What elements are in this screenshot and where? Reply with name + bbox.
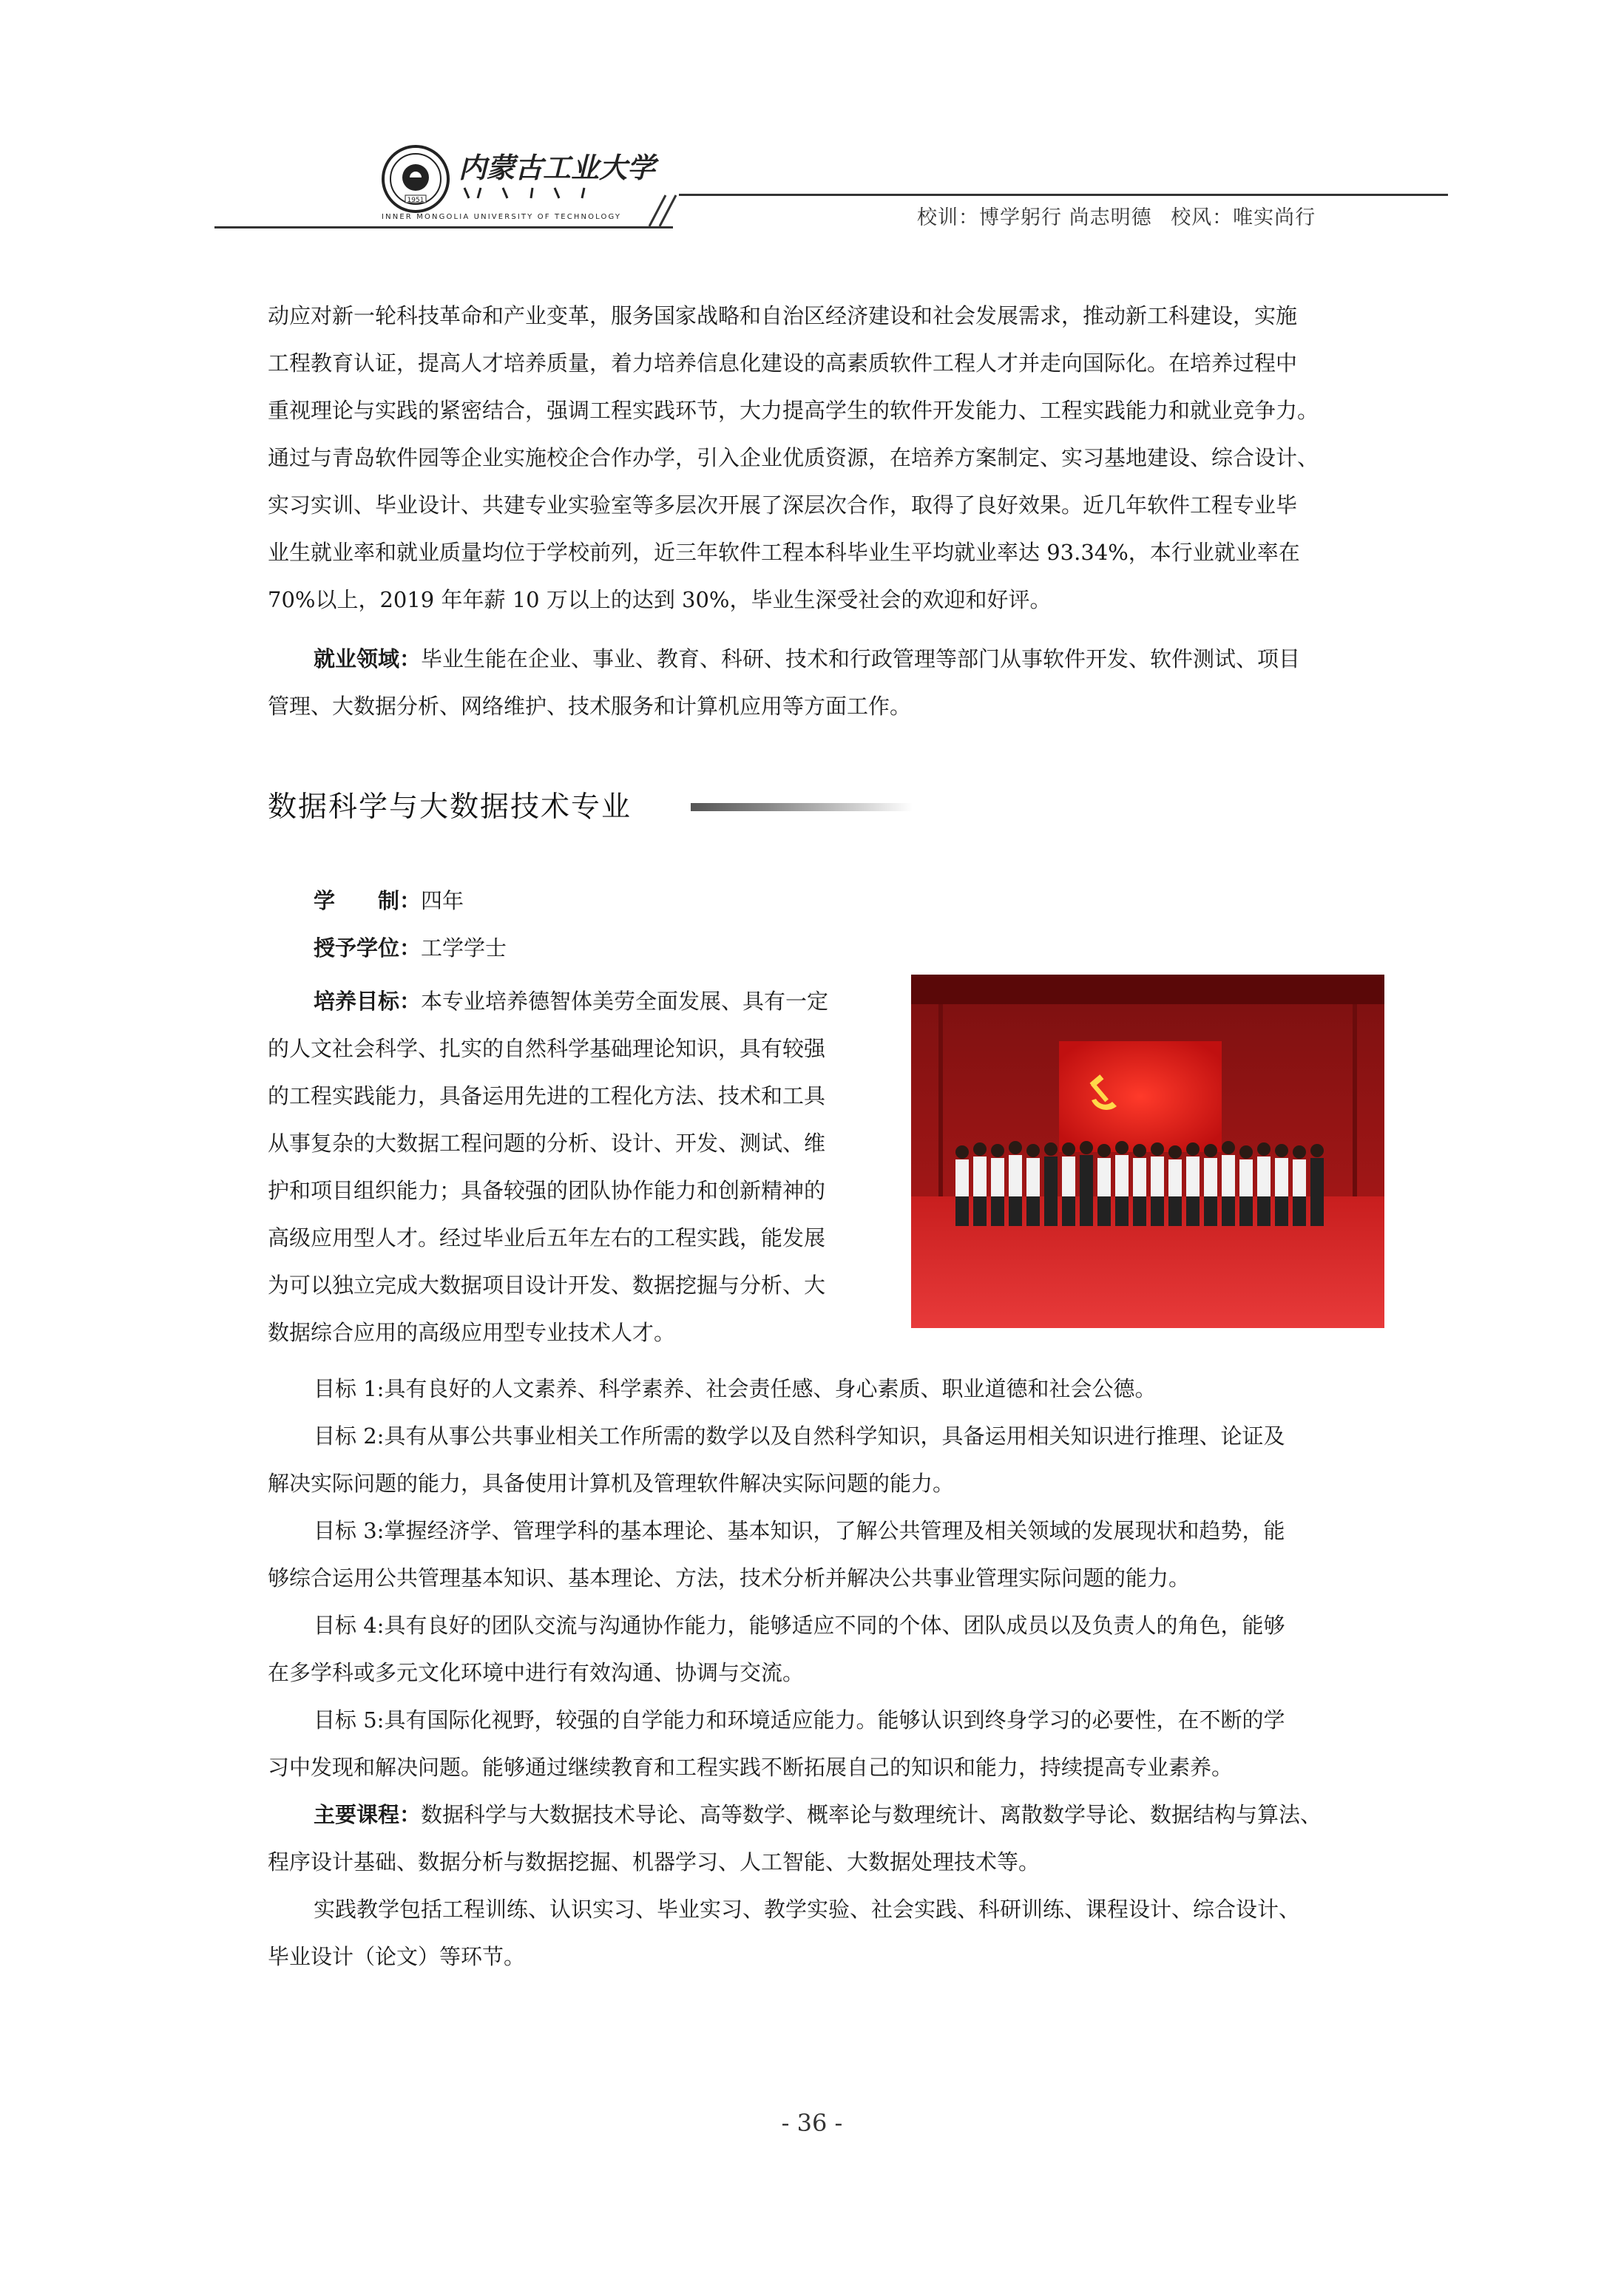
text-line: 目标 4:具有良好的团队交流与沟通协作能力，能够适应不同的个体、团队成员以及负责人的角色，能够 (314, 1613, 1285, 1638)
text-line: 主要课程：数据科学与大数据技术导论、高等数学、概率论与数理统计、离散数学导论、数据结构与算法、 (314, 1802, 1322, 1827)
target-4 (268, 1602, 1386, 1696)
text-line: 目标 1:具有良好的人文素养、科学素养、社会责任感、身心素质、职业道德和社会公德。 (314, 1376, 1157, 1401)
text-line: 解决实际问题的能力，具备使用计算机及管理软件解决实际问题的能力。 (268, 1471, 955, 1496)
target-3 (268, 1507, 1386, 1602)
text-line: 实践教学包括工程训练、认识实习、毕业实习、教学实验、社会实践、科研训练、课程设计、综合设计、 (314, 1897, 1301, 1922)
svg-text:内蒙古工业大学: 内蒙古工业大学 (459, 151, 656, 184)
header-divider-slant (643, 185, 688, 229)
goal-label: 培养目标： (314, 989, 422, 1014)
section-title: 数据科学与大数据技术专业 (268, 790, 632, 824)
text-line: 管理、大数据分析、网络维护、技术服务和计算机应用等方面工作。 (268, 694, 912, 719)
text-line: 的工程实践能力，具备运用先进的工程化方法、技术和工具 (268, 1083, 826, 1108)
degree-label: 授予学位： (314, 935, 422, 961)
text-line: 护和项目组织能力；具备较强的团队协作能力和创新精神的 (268, 1178, 826, 1203)
university-emblem-icon (377, 140, 656, 222)
target-2 (268, 1412, 1386, 1507)
text-line: 70%以上，2019 年年薪 10 万以上的达到 30%，毕业生深受社会的欢迎和好评。 (268, 587, 1052, 612)
text-line: 从事复杂的大数据工程问题的分析、设计、开发、测试、维 (268, 1131, 826, 1156)
text-line: 目标 5:具有国际化视野，较强的自学能力和环境适应能力。能够认识到终身学习的必要性，在不断的学 (314, 1707, 1285, 1733)
text-line: 目标 2:具有从事公共事业相关工作所需的数学以及自然科学知识，具备运用相关知识进行推理、论证及 (314, 1423, 1285, 1449)
page-number: - 36 - (781, 2109, 843, 2137)
degree-line (314, 924, 1053, 972)
employment-paragraph (268, 635, 1386, 730)
text-line: 够综合运用公共管理基本知识、基本理论、方法，技术分析并解决公共事业管理实际问题的能力。 (268, 1565, 1191, 1591)
text-line: 业生就业率和就业质量均位于学校前列，近三年软件工程本科毕业生平均就业率达 93.34%，本行业就业率在 (268, 540, 1300, 565)
school-motto (917, 201, 1327, 230)
target-5 (268, 1696, 1386, 1791)
university-logo (377, 140, 656, 222)
text-line: 动应对新一轮科技革命和产业变革，服务国家战略和自治区经济建设和社会发展需求，推动新工科建设，实施 (268, 303, 1298, 328)
text-line: 培养目标：本专业培养德智体美劳全面发展、具有一定 (314, 989, 829, 1014)
header-rule-bottom (214, 226, 673, 228)
group-photo (911, 975, 1384, 1328)
target-1 (268, 1365, 1386, 1412)
motto-style: 校风：唯实尚行 (1171, 206, 1316, 229)
page-header (0, 0, 1624, 244)
text-line: 数据综合应用的高级应用型专业技术人才。 (268, 1320, 676, 1345)
duration-value: 四年 (421, 888, 464, 913)
duration-label: 学 制： (314, 888, 422, 913)
text-line: 重视理论与实践的紧密结合，强调工程实践环节，大力提高学生的软件开发能力、工程实践能力和就业竞争力。 (268, 398, 1319, 423)
courses-paragraph (268, 1791, 1386, 1886)
text-line: 习中发现和解决问题。能够通过继续教育和工程实践不断拓展自己的知识和能力，持续提高专业素养。 (268, 1755, 1234, 1780)
text-line: 通过与青岛软件园等企业实施校企合作办学，引入企业优质资源，在培养方案制定、实习基地建设、综合设计、 (268, 445, 1319, 470)
text-line: 目标 3:掌握经济学、管理学科的基本理论、基本知识，了解公共管理及相关领域的发展现状和趋势，能 (314, 1518, 1285, 1543)
text-line (268, 635, 1386, 683)
text-line: 程序设计基础、数据分析与数据挖掘、机器学习、人工智能、大数据处理技术等。 (268, 1849, 1041, 1875)
goal-paragraph (268, 978, 887, 1356)
duration-line (314, 877, 1053, 924)
text-line: 在多学科或多元文化环境中进行有效沟通、协调与交流。 (268, 1660, 805, 1685)
text-line: 为可以独立完成大数据项目设计开发、数据挖掘与分析、大 (268, 1273, 826, 1298)
text-line: 毕业设计（论文）等环节。 (268, 1944, 526, 1969)
group-photo-image (911, 975, 1384, 1328)
motto-school: 校训：博学躬行 尚志明德 (917, 206, 1152, 229)
courses-label: 主要课程： (314, 1802, 422, 1827)
employment-text: 毕业生能在企业、事业、教育、科研、技术和行政管理等部门从事软件开发、软件测试、项目 (421, 646, 1301, 671)
degree-value: 工学学士 (421, 935, 507, 961)
text-line: 工程教育认证，提高人才培养质量，着力培养信息化建设的高素质软件工程人才并走向国际化。在培养过程中 (268, 351, 1298, 376)
text-line: 高级应用型人才。经过毕业后五年左右的工程实践，能发展 (268, 1225, 826, 1250)
intro-paragraph (268, 292, 1386, 623)
section-title-bar (691, 803, 913, 811)
text-line: 的人文社会科学、扎实的自然科学基础理论知识，具有较强 (268, 1036, 826, 1061)
svg-text:INNER MONGOLIA UNIVERSITY OF T: INNER MONGOLIA UNIVERSITY OF TECHNOLOGY (382, 213, 620, 221)
text-line: 实习实训、毕业设计、共建专业实验室等多层次开展了深层次合作，取得了良好效果。近几年软件工程专业毕 (268, 492, 1298, 518)
svg-text:1951: 1951 (407, 197, 424, 204)
header-rule-top (679, 194, 1448, 196)
employment-label: 就业领域： (314, 646, 422, 671)
practice-paragraph (268, 1886, 1386, 1980)
